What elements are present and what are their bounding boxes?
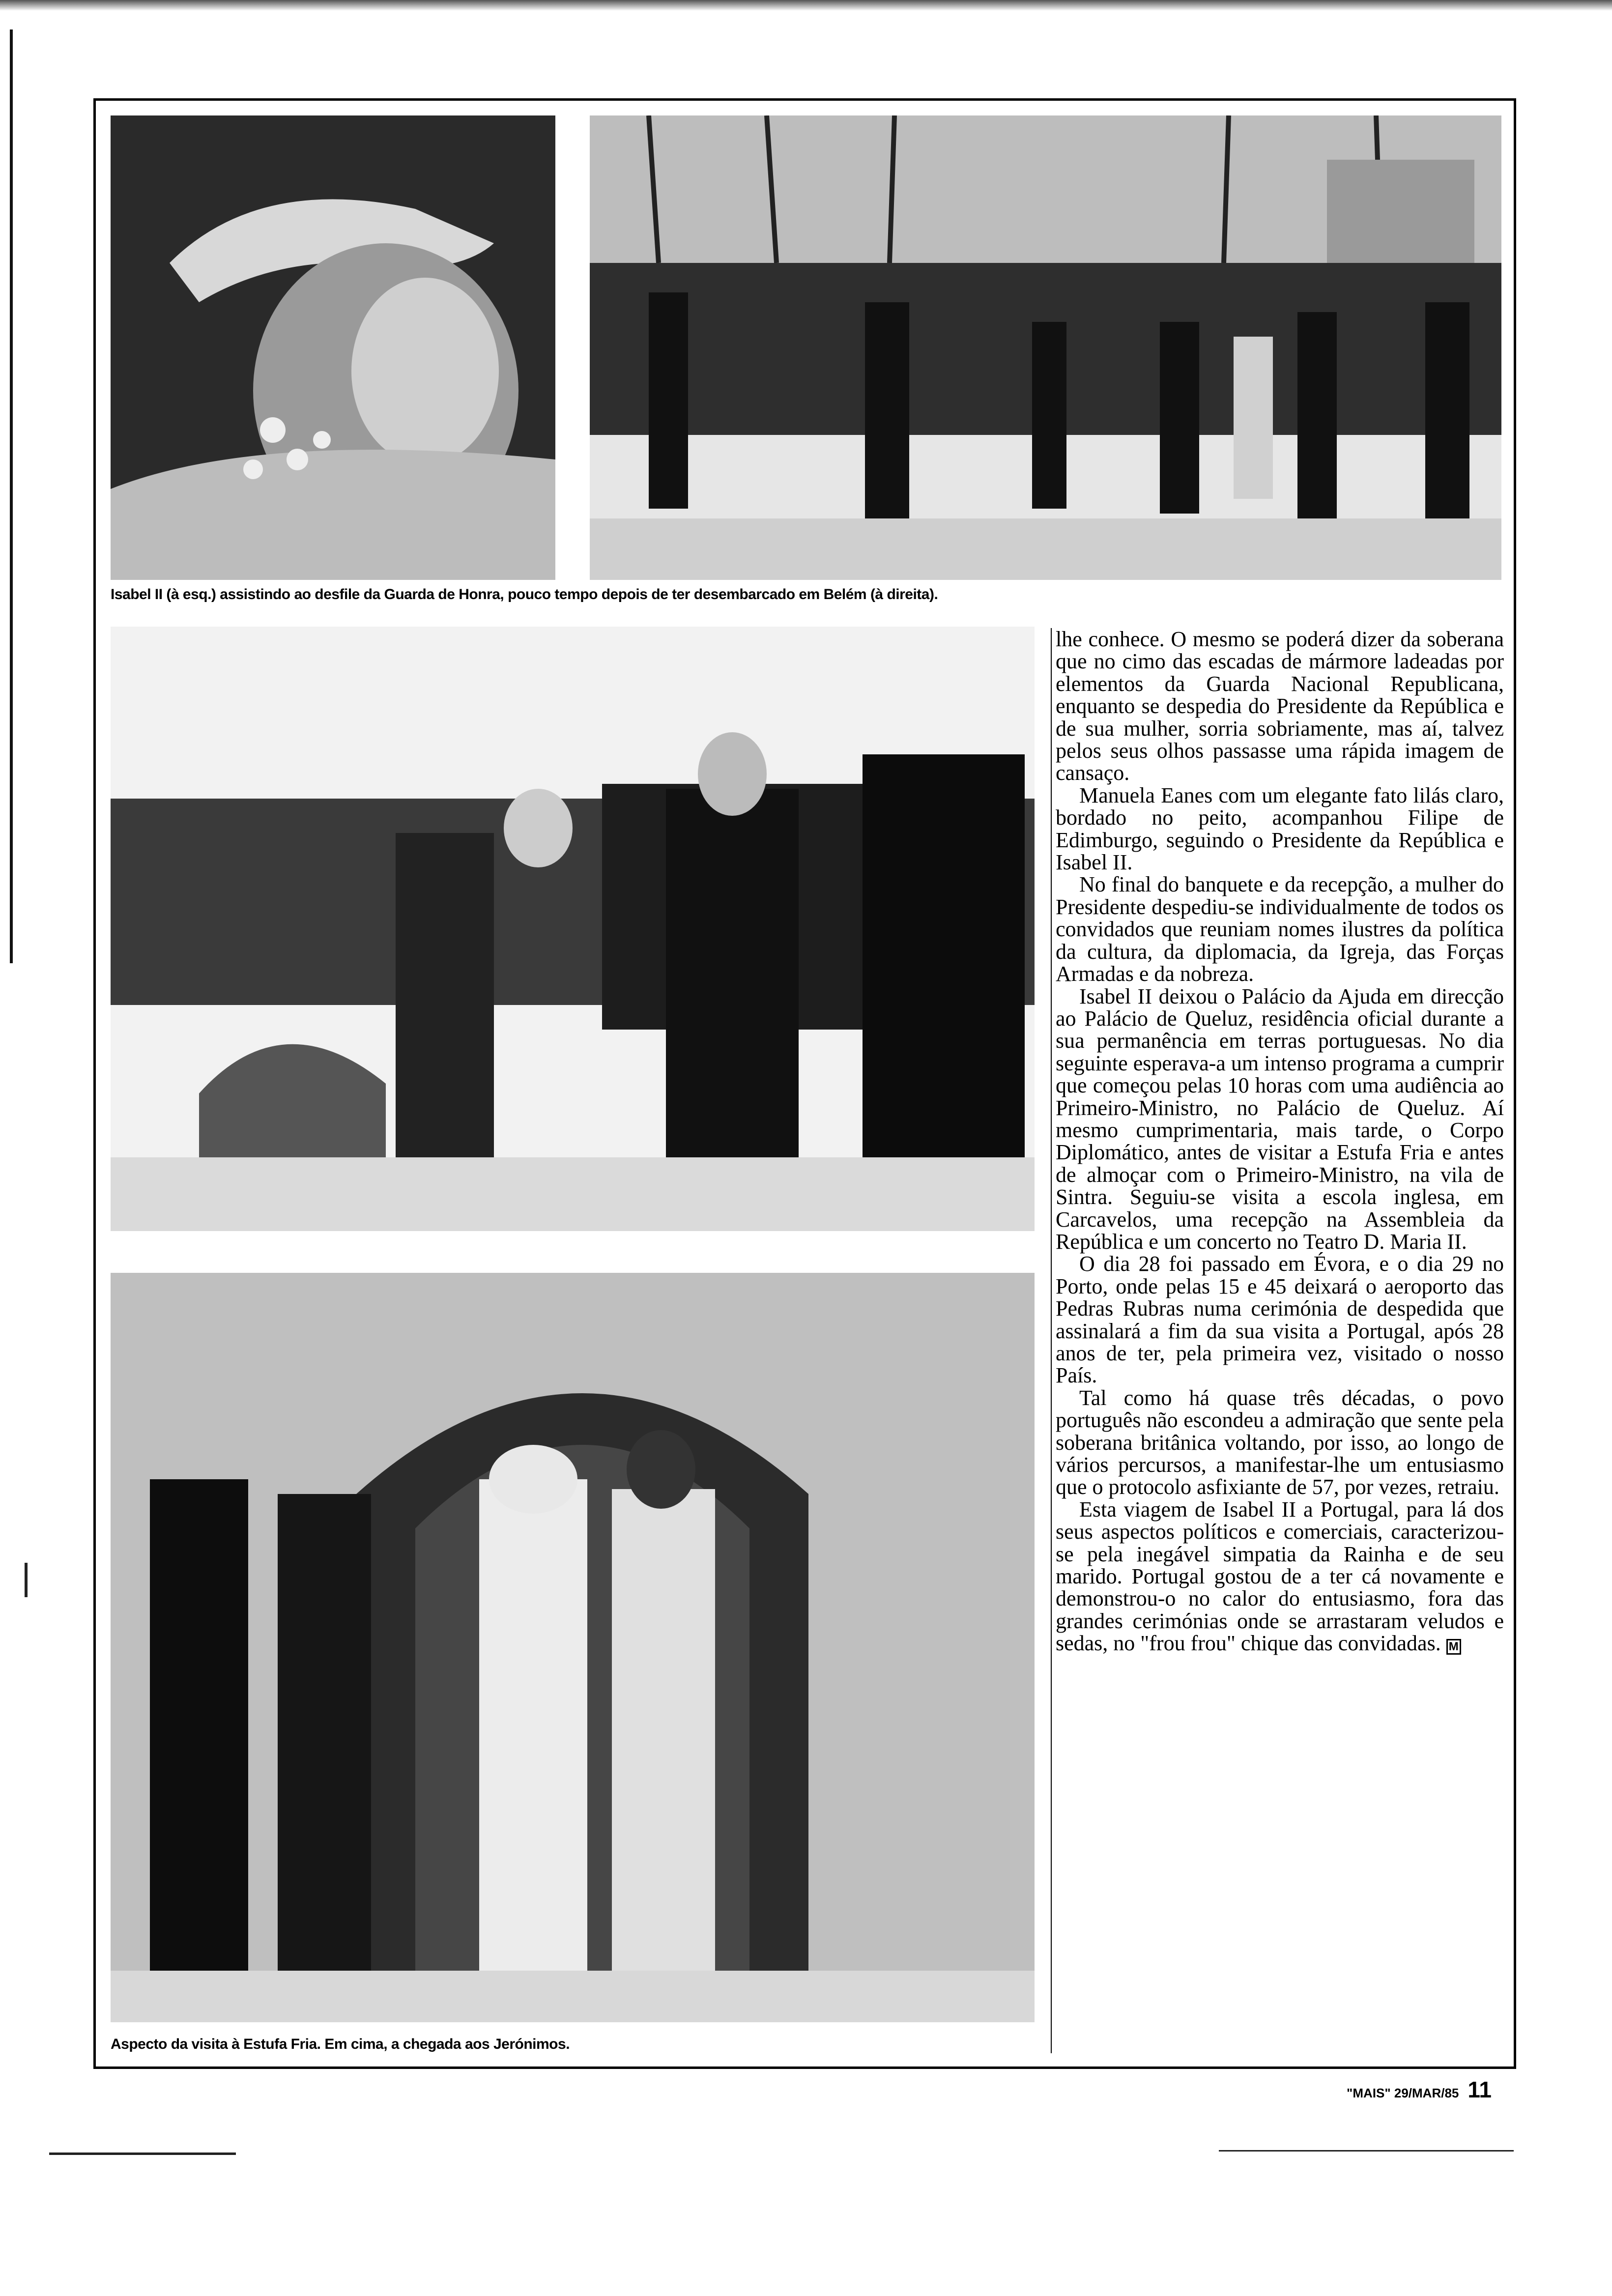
photo-jeronimos-arrival-graphic — [111, 627, 1035, 1231]
magazine-issue: "MAIS" 29/MAR/85 — [1347, 2086, 1459, 2100]
article-paragraph: Isabel II deixou o Palácio da Ajuda em direcção ao Palácio de Queluz, residência oficial durante a sua permanência em terras portuguesas. No dia seguinte esperava-a um intenso programa a cumprir que começou pelas 10 horas com uma audiência ao Primeiro-Ministro, no Palácio de Queluz. Aí mesmo cumprimentaria, mais tarde, o Corpo Diplomático, antes de visitar a Estufa Fria e antes de almoçar com o Primeiro-Ministro, na vila de Sintra. Seguiu-se visita a escola inglesa, em Carcavelos, uma recepção na Assembleia da República e um concerto no Teatro D. Maria II. — [1056, 984, 1504, 1254]
photo-queen-portrait-graphic — [111, 115, 555, 580]
scan-mark — [1219, 2150, 1514, 2152]
photo-estufa-fria — [111, 1273, 1035, 2022]
photo-jeronimos-arrival — [111, 627, 1035, 1231]
article-paragraph: O dia 28 foi passado em Évora, e o dia 29 no Porto, onde pelas 15 e 45 deixará o aeroporto das Pedras Rubras numa cerimónia de despedida que assinalará a fim da sua visita a Portugal, após 28 anos de ter, pela primeira vez, visitado o nosso País. — [1056, 1252, 1504, 1388]
article-paragraph: No final do banquete e da recepção, a mulher do Presidente despediu-se individualmente de todos os convidados que reuniam nomes ilustres da política da cultura, da diplomacia, da Igreja, das Forças Armadas e da nobreza. — [1056, 872, 1504, 986]
photo-arrival-belem — [590, 115, 1501, 580]
article-paragraph-text: Esta viagem de Isabel II a Portugal, para lá dos seus aspectos políticos e comerciais, caracterizou-se pela inegável simpatia da Rainha e de seu marido. Portugal gostou de a ter cá novamente e demonstrou-o no calor do entusiasmo, fora das grandes cerimónias onde se arrastaram veludos e sedas, no "frou frou" chique das convidadas. — [1056, 1497, 1504, 1656]
page-footer — [1347, 2076, 1492, 2103]
caption-bottom: Aspecto da visita à Estufa Fria. Em cima, a chegada aos Jerónimos. — [111, 2036, 570, 2052]
article-paragraph-last — [1056, 1498, 1504, 1655]
scan-edge-left — [10, 29, 13, 963]
article-paragraph: lhe conhece. O mesmo se poderá dizer da soberana que no cimo das escadas de mármore ladeadas por elementos da Guarda Nacional Republicana, enquanto se despedia do Presidente da República e de sua mulher, sorria sobriamente, mas aí, talvez pelos seus olhos passasse uma rápida imagem de cansaço. — [1056, 628, 1504, 785]
scan-mark — [25, 1563, 28, 1597]
scan-mark — [49, 2152, 236, 2155]
photo-queen-portrait — [111, 115, 555, 580]
photo-arrival-belem-graphic — [590, 115, 1501, 580]
page-number: 11 — [1468, 2077, 1492, 2102]
article-paragraph: Manuela Eanes com um elegante fato lilás claro, bordado no peito, acompanhou Filipe de Edimburgo, seguindo o Presidente da República e Isabel II. — [1056, 783, 1504, 875]
caption-top: Isabel II (à esq.) assistindo ao desfile da Guarda de Honra, pouco tempo depois de ter desembarcado em Belém (à direita). — [111, 586, 938, 603]
article-text — [1056, 628, 1504, 2063]
column-rule — [1051, 628, 1052, 2053]
scan-edge-top — [0, 0, 1612, 11]
photo-estufa-fria-graphic — [111, 1273, 1035, 2022]
article-paragraph: Tal como há quase três décadas, o povo português não escondeu a admiração que sente pela soberana britânica voltando, por isso, ao longo de vários percursos, a manifestar-lhe um entusiasmo que o protocolo asfixiante de 57, por vezes, retraiu. — [1056, 1385, 1504, 1499]
end-mark-icon: M — [1446, 1639, 1461, 1655]
